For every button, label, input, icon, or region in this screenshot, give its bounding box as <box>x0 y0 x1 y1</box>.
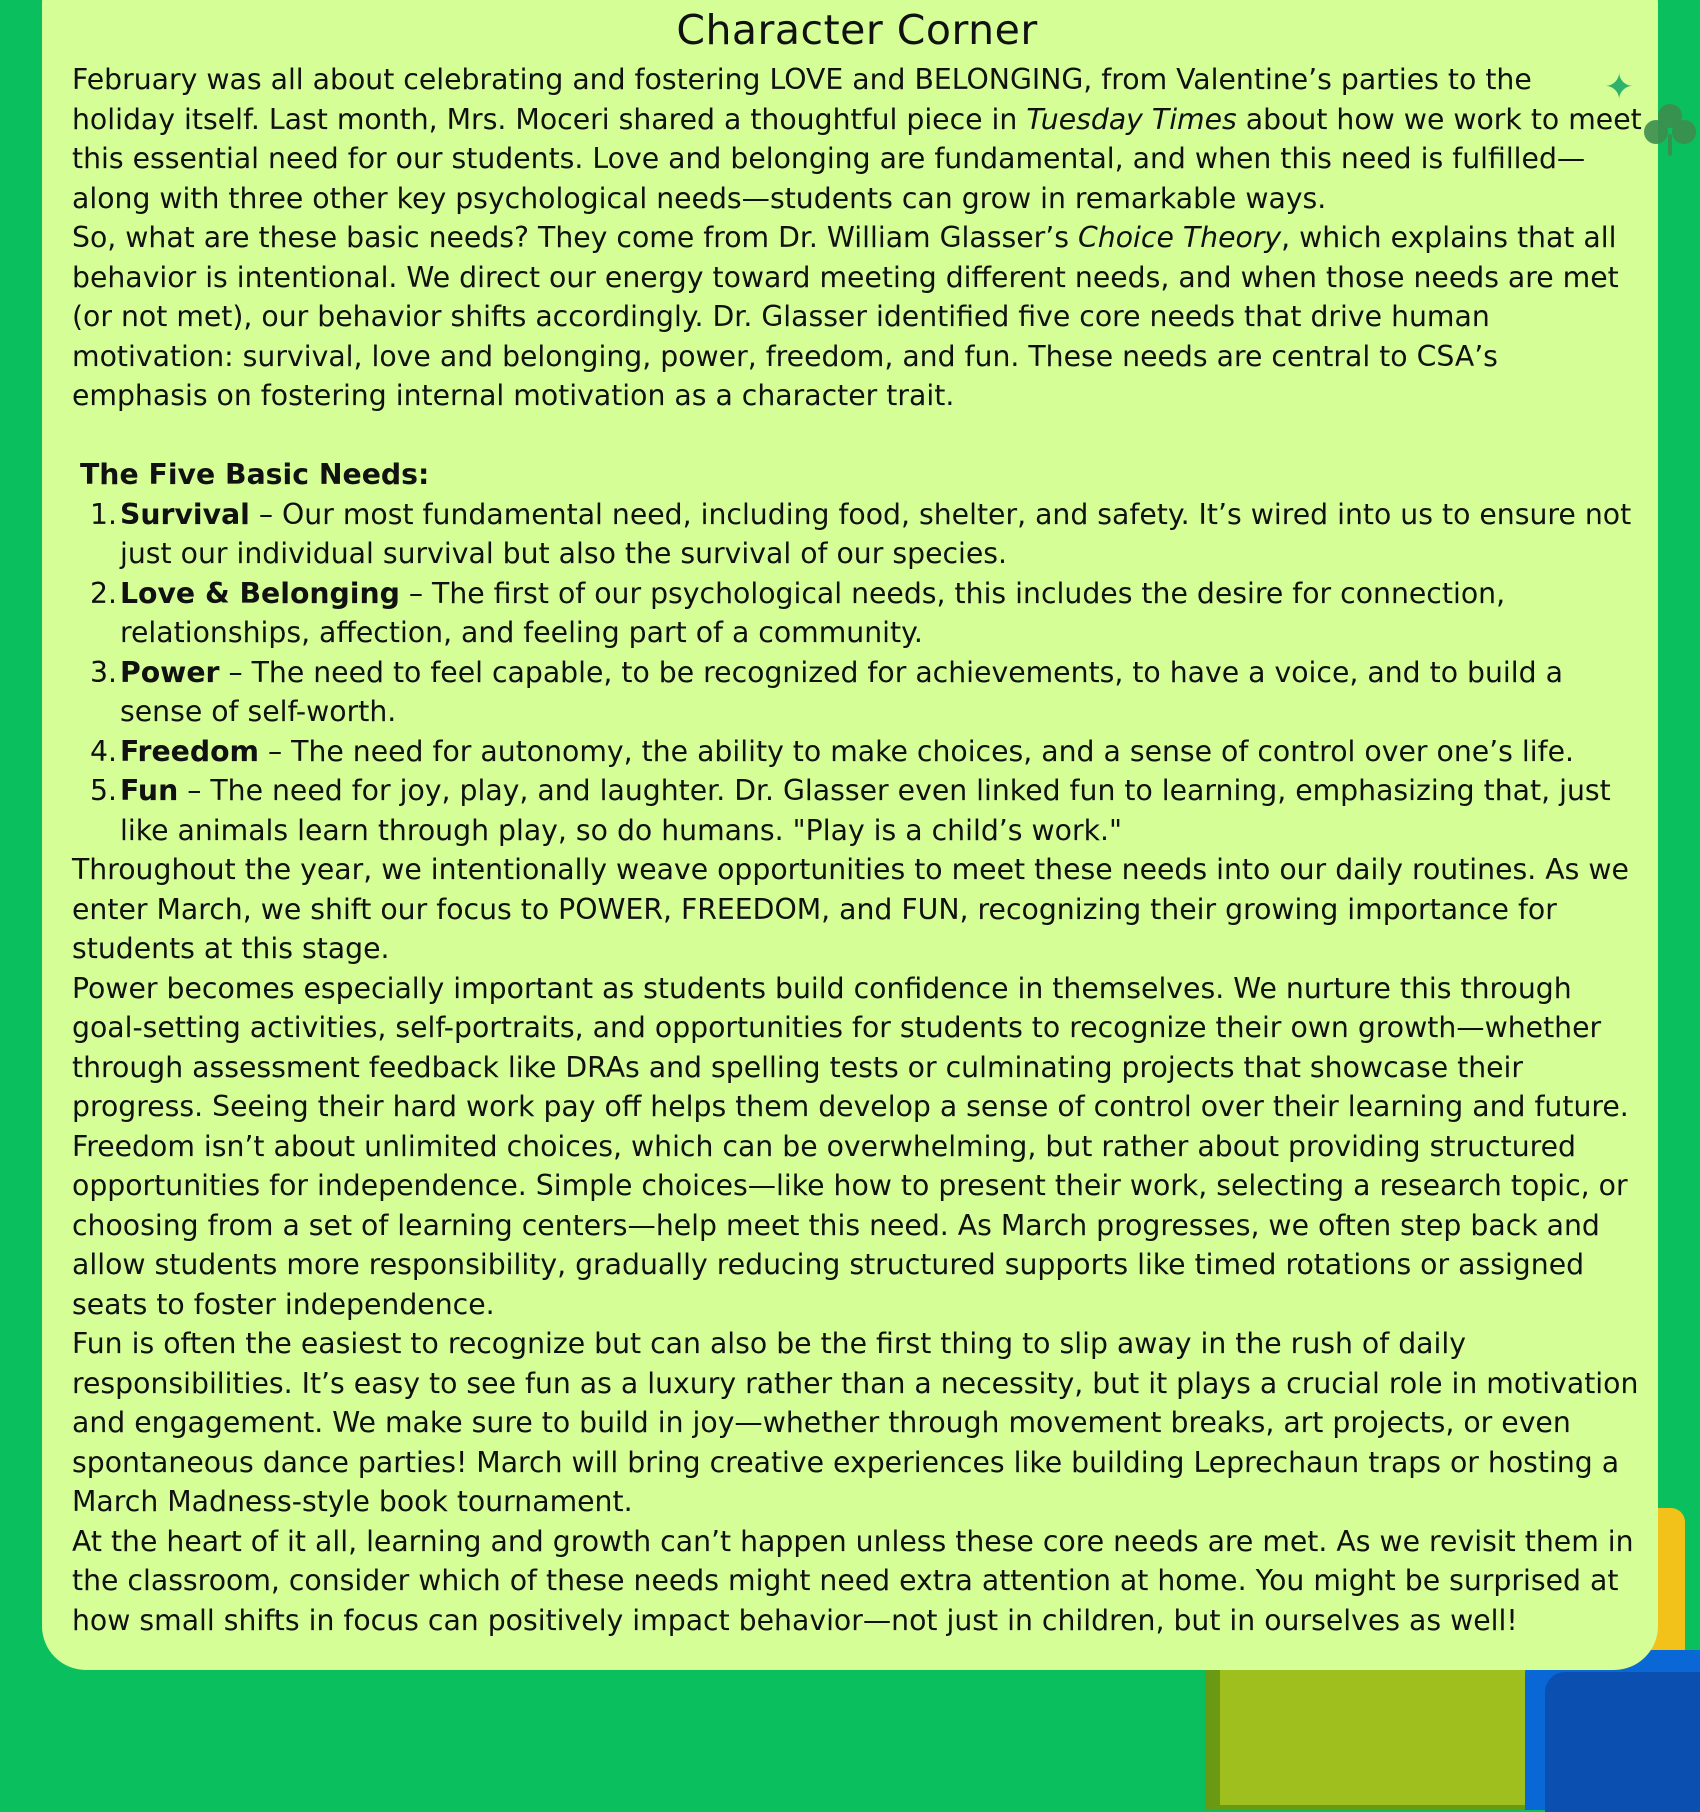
list-number: 2. <box>90 576 117 610</box>
need-description: – The need for joy, play, and laughter. Dr. Glasser even linked fun to learning, emphasizing that, just like animals learn through play, so do humans. "Play is a child’s work." <box>120 774 1611 847</box>
shamrock-icon <box>1638 98 1700 162</box>
list-number: 3. <box>90 655 117 689</box>
text-run: about how we work to meet this essential need for our students. Love and belonging are fundamental, and when this need is fulfilled—along with three other key psychological needs—students can grow in remarkable ways. <box>72 102 1642 215</box>
body-paragraph-6: Fun is often the easiest to recognize but can also be the first thing to slip away in the rush of daily responsibilities. It’s easy to see fun as a luxury rather than a necessity, but it plays a crucial role in motivation and engagement. We make sure to build in joy—whether through movement breaks, art projects, or even spontaneous dance parties! March will bring creative experiences like building Leprechaun traps or hosting a March Madness-style book tournament. <box>72 1327 1639 1518</box>
need-name: Fun <box>120 774 179 807</box>
body-paragraph-4: Power becomes especially important as students build confidence in themselves. We nurture this through goal-setting activities, self-portraits, and opportunities for students to recognize their own growth—whether through assessment feedback like DRAs and spelling tests or culminating projects that showcase their progress. Seeing their hard work pay off helps them develop a sense of control over their learning and future. <box>72 971 1629 1123</box>
need-name: Power <box>120 655 220 689</box>
list-item <box>90 732 1642 772</box>
text-run: February was all about celebrating and fostering LOVE and BELONGING, from Valentine’s parties to the holiday itself. Last month, Mrs. Moceri shared a thoughtful piece in <box>72 63 1532 136</box>
body-paragraph-3: Throughout the year, we intentionally weave opportunities to meet these needs into our daily routines. As we enter March, we shift our focus to POWER, FREEDOM, and FUN, recognizing their growing importance for students at this stage. <box>72 853 1629 965</box>
need-description: – Our most fundamental need, including food, shelter, and safety. It’s wired into us to ensure not just our individual survival but also the survival of our species. <box>120 497 1632 570</box>
sparkle-icon: ✦ <box>1604 67 1635 108</box>
body-paragraph-7: At the heart of it all, learning and growth can’t happen unless these core needs are met. As we revisit them in the classroom, consider which of these needs might need extra attention at home. You might be surprised at how small shifts in focus can positively impact behavior—not just in children, but in ourselves as well! <box>72 1524 1634 1637</box>
text-run: , which explains that all behavior is intentional. We direct our energy toward meeting different needs, and when those needs are met (or not met), our behavior shifts accordingly. Dr. Glasser identified five core needs that drive human motivation: survival, love and belonging, power, freedom, and fun. These needs are central to CSA’s emphasis on fostering internal motivation as a character trait. <box>72 221 1619 412</box>
intro-paragraph-2 <box>72 218 1642 416</box>
theory-name: Choice Theory <box>1078 221 1282 254</box>
need-name: Freedom <box>120 734 260 768</box>
list-item <box>90 653 1642 732</box>
need-description: – The first of our psychological needs, this includes the desire for connection, relationships, affection, and feeling part of a community. <box>120 576 1506 649</box>
list-item <box>90 574 1642 653</box>
list-number: 5. <box>90 774 117 807</box>
need-description: – The need to feel capable, to be recognized for achievements, to have a voice, and to build a sense of self-worth. <box>120 655 1563 728</box>
intro-paragraph-1 <box>72 60 1642 218</box>
need-description: – The need for autonomy, the ability to make choices, and a sense of control over one’s life. <box>259 734 1574 768</box>
need-name: Love & Belonging <box>120 576 400 610</box>
list-number: 1. <box>90 497 117 531</box>
article <box>72 0 1642 1640</box>
publication-name: Tuesday Times <box>1026 102 1237 136</box>
page-title: Character Corner <box>676 6 1038 54</box>
body-paragraph-5: Freedom isn’t about unlimited choices, which can be overwhelming, but rather about providing structured opportunities for independence. Simple choices—like how to present their work, selecting a research topic, or choosing from a set of learning centers—help meet this need. As March progresses, we often step back and allow students more responsibility, gradually reducing structured supports like timed rotations or assigned seats to foster independence. <box>72 1129 1628 1321</box>
list-item <box>90 771 1642 850</box>
needs-list <box>72 495 1642 851</box>
text-run: So, what are these basic needs? They come from Dr. William Glasser’s <box>72 221 1079 254</box>
spacer <box>72 416 1642 456</box>
decorative-dark-blue-block <box>1545 1672 1700 1812</box>
need-name: Survival <box>120 497 250 531</box>
list-item <box>90 495 1642 574</box>
needs-heading: The Five Basic Needs: <box>80 458 430 491</box>
list-number: 4. <box>90 734 117 768</box>
